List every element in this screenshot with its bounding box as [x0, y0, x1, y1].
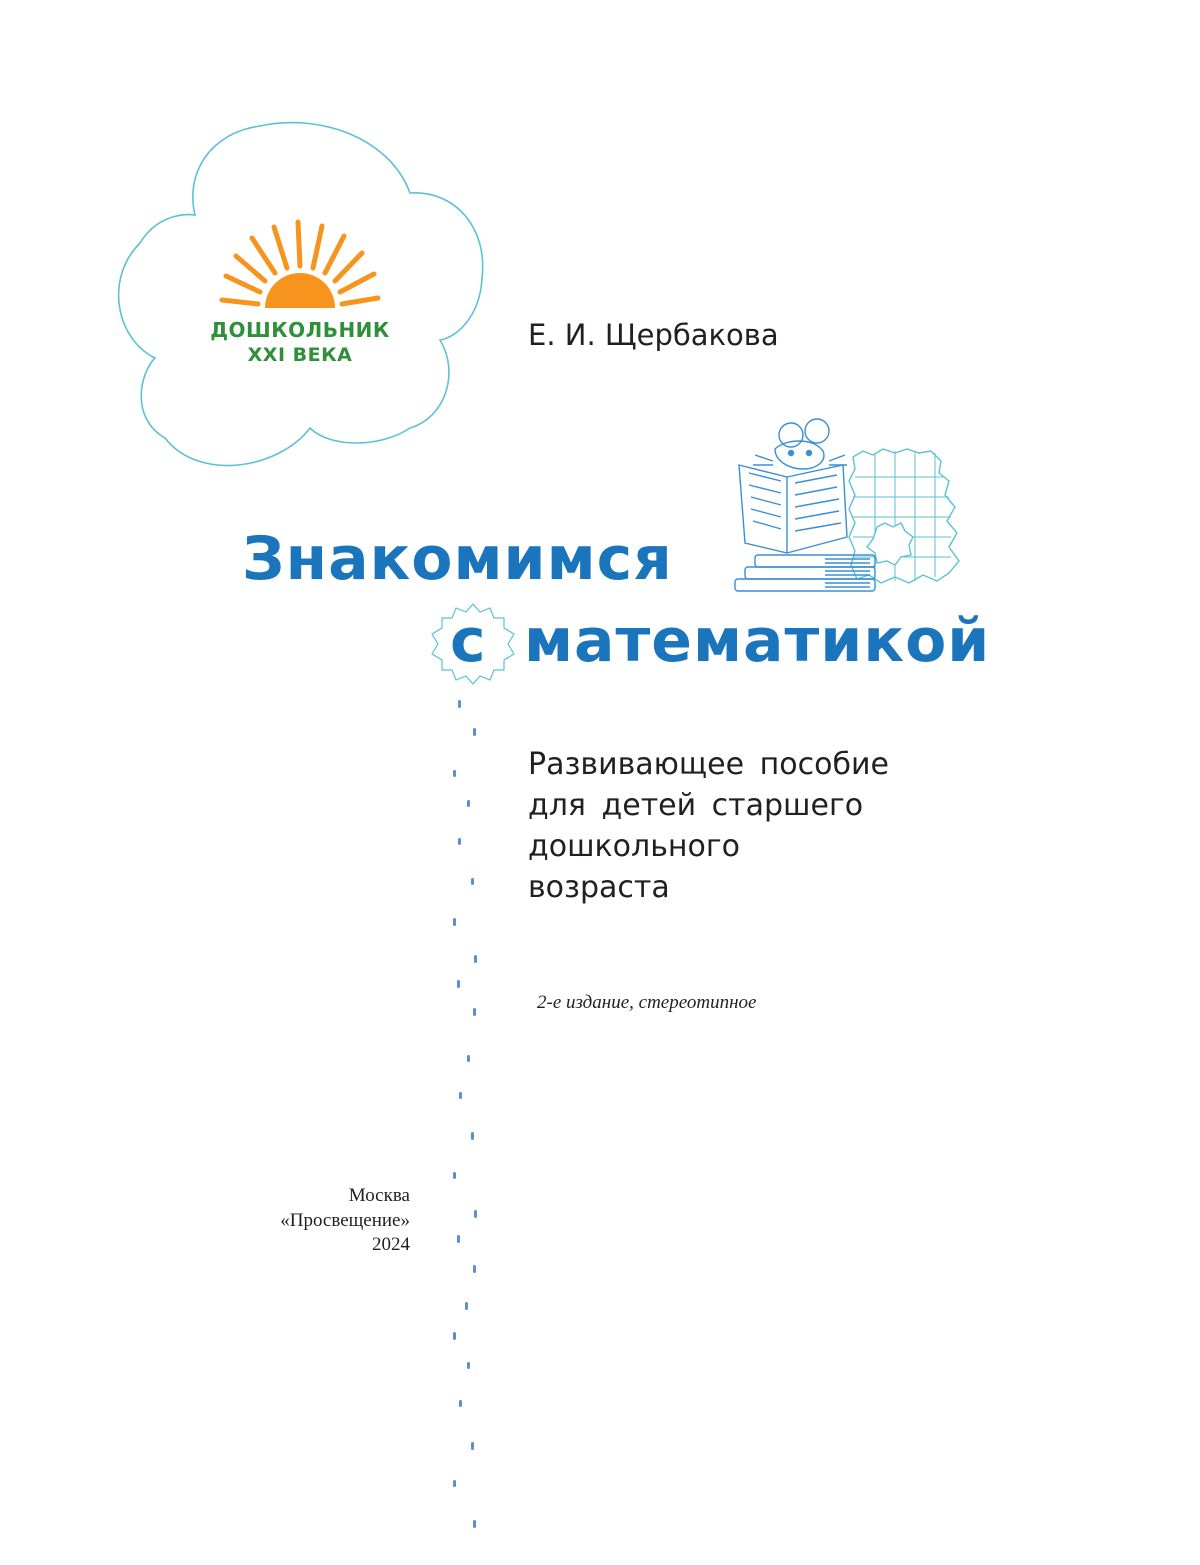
imprint-year: 2024 — [372, 1234, 410, 1255]
mouse-reading-book-icon — [725, 415, 975, 595]
edition-note: 2-е издание, стереотипное — [537, 992, 757, 1013]
subtitle-line: для детей старшего — [528, 788, 864, 823]
subtitle-line: возраста — [528, 870, 670, 905]
title-word-c: с — [450, 606, 487, 676]
title-line1: Знакомимся — [242, 524, 673, 594]
subtitle-line: дошкольного — [528, 829, 740, 864]
series-title-line1: ДОШКОЛЬНИК — [210, 318, 390, 342]
series-title-line2: XXI ВЕКА — [247, 344, 353, 366]
title-line2: математикой — [524, 606, 991, 676]
imprint-city: Москва — [348, 1185, 410, 1206]
subtitle-line: Развивающее пособие — [528, 747, 889, 782]
series-logo — [110, 118, 490, 483]
imprint — [230, 1184, 410, 1258]
dotted-divider — [445, 690, 485, 1560]
imprint-publisher: «Просвещение» — [280, 1209, 410, 1231]
subtitle — [528, 744, 968, 908]
author-name: Е. И. Щербакова — [528, 318, 779, 352]
